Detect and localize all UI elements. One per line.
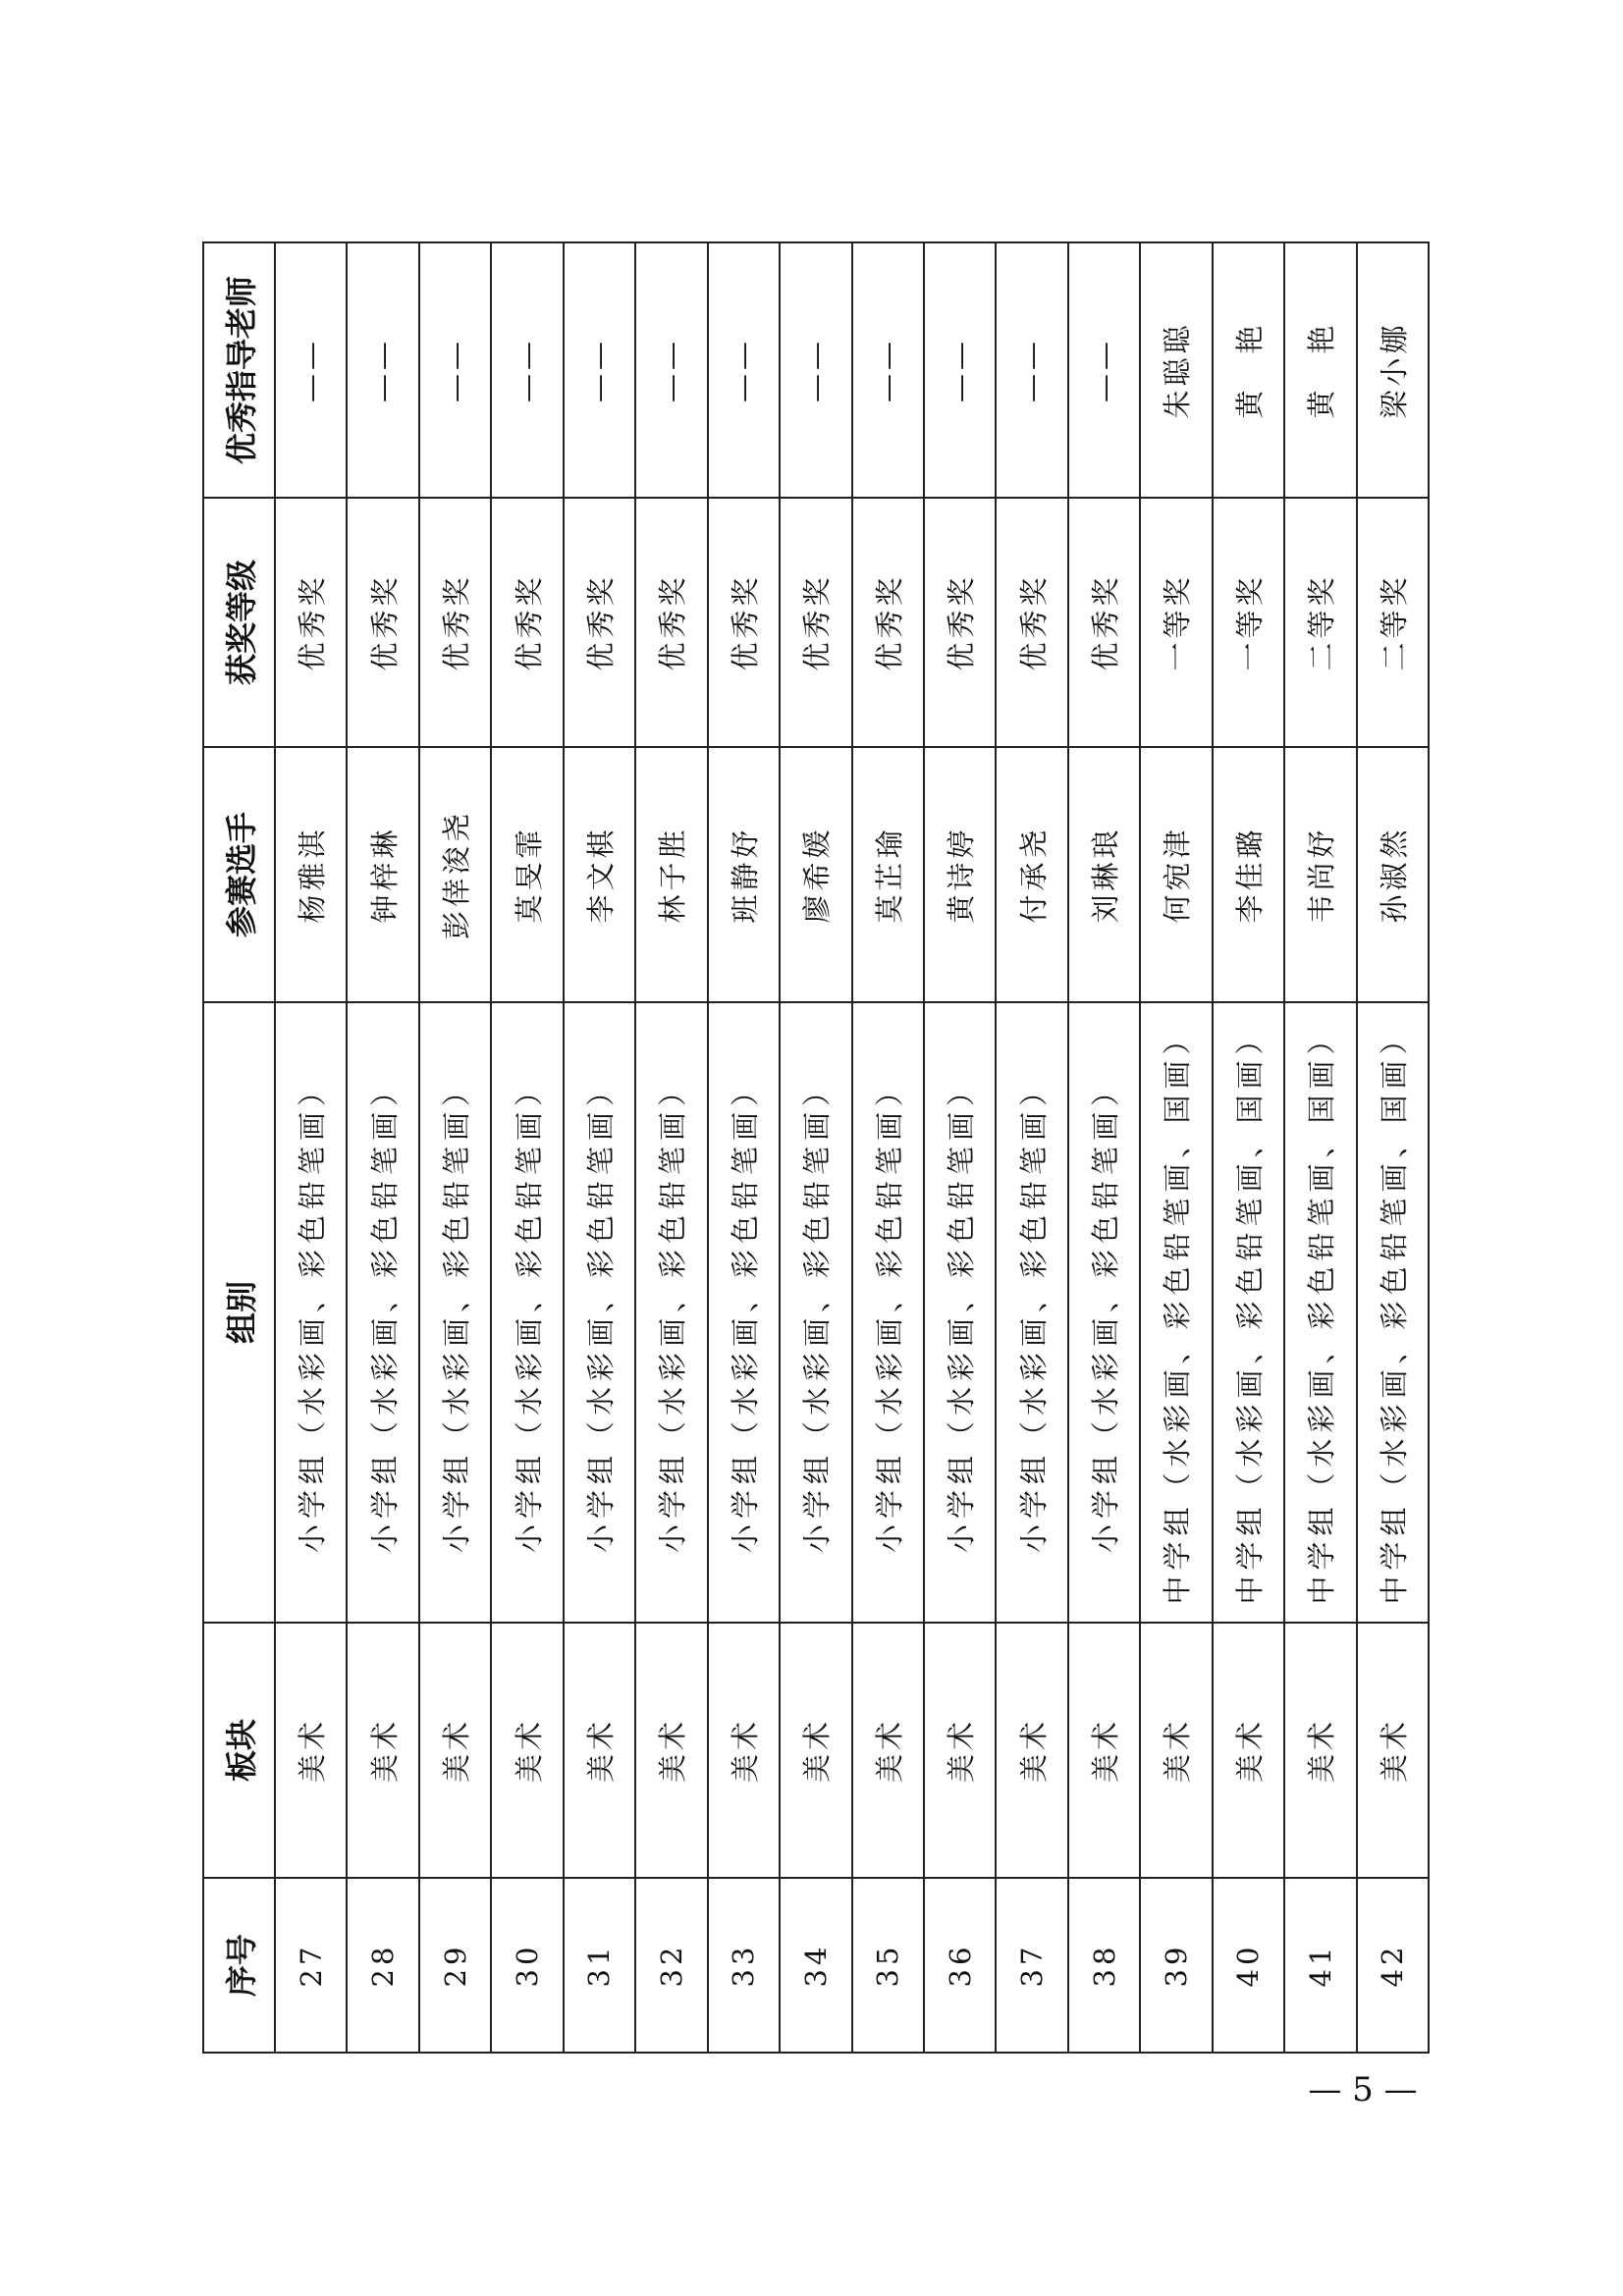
cell-participant: 孙淑然	[1357, 747, 1429, 1002]
header-award: 获奖等级	[203, 498, 275, 747]
cell-index: 28	[347, 1878, 418, 2053]
table-row	[852, 242, 924, 2053]
cell-index: 40	[1213, 1878, 1284, 2053]
cell-award: 优秀奖	[852, 498, 924, 747]
cell-award: 优秀奖	[491, 498, 563, 747]
cell-participant: 班静妤	[708, 747, 780, 1002]
cell-award: 一等奖	[1140, 498, 1212, 747]
table-row	[1284, 242, 1356, 2053]
header-participant: 参赛选手	[203, 747, 275, 1002]
cell-award: 优秀奖	[708, 498, 780, 747]
cell-index: 30	[491, 1878, 563, 2053]
cell-index: 31	[564, 1878, 635, 2053]
cell-section: 美术	[780, 1623, 851, 1878]
cell-award: 优秀奖	[564, 498, 635, 747]
award-table	[202, 241, 1430, 2054]
cell-index: 39	[1140, 1878, 1212, 2053]
cell-group: 小学组（水彩画、彩色铅笔画）	[780, 1002, 851, 1623]
award-table-rotated	[202, 255, 1430, 2054]
cell-group: 小学组（水彩画、彩色铅笔画）	[996, 1002, 1067, 1623]
cell-group: 小学组（水彩画、彩色铅笔画）	[635, 1002, 707, 1623]
cell-group: 中学组（水彩画、彩色铅笔画、国画）	[1284, 1002, 1356, 1623]
table-row	[924, 242, 996, 2053]
cell-index: 41	[1284, 1878, 1356, 2053]
cell-section: 美术	[347, 1623, 418, 1878]
cell-index: 38	[1068, 1878, 1140, 2053]
cell-group: 中学组（水彩画、彩色铅笔画、国画）	[1213, 1002, 1284, 1623]
cell-section: 美术	[635, 1623, 707, 1878]
cell-participant: 刘琳琅	[1068, 747, 1140, 1002]
cell-participant: 杨雅淇	[275, 747, 347, 1002]
cell-teacher: 黄 艳	[1213, 242, 1284, 498]
cell-participant: 李佳璐	[1213, 747, 1284, 1002]
cell-index: 42	[1357, 1878, 1429, 2053]
cell-index: 27	[275, 1878, 347, 2053]
cell-participant: 李文棋	[564, 747, 635, 1002]
cell-teacher: ——	[996, 242, 1067, 498]
cell-section: 美术	[1284, 1623, 1356, 1878]
cell-award: 优秀奖	[996, 498, 1067, 747]
cell-group: 中学组（水彩画、彩色铅笔画、国画）	[1140, 1002, 1212, 1623]
table-row	[1140, 242, 1212, 2053]
table-row	[1213, 242, 1284, 2053]
cell-group: 小学组（水彩画、彩色铅笔画）	[852, 1002, 924, 1623]
cell-section: 美术	[1068, 1623, 1140, 1878]
cell-participant: 付承尧	[996, 747, 1067, 1002]
header-section: 板块	[203, 1623, 275, 1878]
cell-award: 优秀奖	[1068, 498, 1140, 747]
cell-award: 优秀奖	[924, 498, 996, 747]
page-number: — 5 —	[1308, 2070, 1418, 2109]
cell-award: 二等奖	[1284, 498, 1356, 747]
cell-section: 美术	[491, 1623, 563, 1878]
cell-section: 美术	[852, 1623, 924, 1878]
cell-index: 32	[635, 1878, 707, 2053]
cell-index: 33	[708, 1878, 780, 2053]
cell-section: 美术	[996, 1623, 1067, 1878]
cell-teacher: 朱聪聪	[1140, 242, 1212, 498]
table-row	[996, 242, 1067, 2053]
table-row	[275, 242, 347, 2053]
cell-teacher: 黄 艳	[1284, 242, 1356, 498]
header-row	[203, 242, 275, 2053]
cell-teacher: ——	[924, 242, 996, 498]
cell-teacher: ——	[419, 242, 491, 498]
cell-teacher: ——	[491, 242, 563, 498]
table-row	[708, 242, 780, 2053]
cell-section: 美术	[1213, 1623, 1284, 1878]
cell-section: 美术	[1140, 1623, 1212, 1878]
cell-teacher: ——	[275, 242, 347, 498]
cell-participant: 钟梓琳	[347, 747, 418, 1002]
table-row	[1357, 242, 1429, 2053]
cell-participant: 黄诗婷	[924, 747, 996, 1002]
cell-teacher: ——	[564, 242, 635, 498]
cell-group: 小学组（水彩画、彩色铅笔画）	[347, 1002, 418, 1623]
header-group: 组别	[203, 1002, 275, 1623]
cell-section: 美术	[708, 1623, 780, 1878]
cell-section: 美术	[419, 1623, 491, 1878]
table-row	[564, 242, 635, 2053]
cell-teacher: ——	[347, 242, 418, 498]
header-index: 序号	[203, 1878, 275, 2053]
cell-award: 优秀奖	[419, 498, 491, 747]
cell-participant: 廖希媛	[780, 747, 851, 1002]
cell-group: 小学组（水彩画、彩色铅笔画）	[708, 1002, 780, 1623]
cell-award: 优秀奖	[347, 498, 418, 747]
cell-group: 小学组（水彩画、彩色铅笔画）	[924, 1002, 996, 1623]
cell-group: 小学组（水彩画、彩色铅笔画）	[1068, 1002, 1140, 1623]
table-body	[275, 242, 1429, 2053]
cell-participant: 韦尚妤	[1284, 747, 1356, 1002]
cell-teacher: ——	[1068, 242, 1140, 498]
cell-index: 35	[852, 1878, 924, 2053]
cell-participant: 何宛津	[1140, 747, 1212, 1002]
cell-teacher: ——	[708, 242, 780, 498]
cell-teacher: ——	[780, 242, 851, 498]
cell-group: 小学组（水彩画、彩色铅笔画）	[419, 1002, 491, 1623]
cell-award: 二等奖	[1357, 498, 1429, 747]
cell-index: 29	[419, 1878, 491, 2053]
cell-participant: 莫旻霏	[491, 747, 563, 1002]
cell-award: 优秀奖	[780, 498, 851, 747]
cell-award: 一等奖	[1213, 498, 1284, 747]
table-row	[780, 242, 851, 2053]
cell-index: 34	[780, 1878, 851, 2053]
cell-section: 美术	[275, 1623, 347, 1878]
table-row	[1068, 242, 1140, 2053]
table-row	[419, 242, 491, 2053]
cell-index: 36	[924, 1878, 996, 2053]
cell-award: 优秀奖	[275, 498, 347, 747]
cell-participant: 彭倖浚尧	[419, 747, 491, 1002]
cell-teacher: ——	[635, 242, 707, 498]
cell-award: 优秀奖	[635, 498, 707, 747]
cell-section: 美术	[1357, 1623, 1429, 1878]
header-teacher: 优秀指导老师	[203, 242, 275, 498]
table-row	[635, 242, 707, 2053]
table-row	[347, 242, 418, 2053]
cell-section: 美术	[924, 1623, 996, 1878]
cell-teacher: 梁小娜	[1357, 242, 1429, 498]
cell-group: 小学组（水彩画、彩色铅笔画）	[275, 1002, 347, 1623]
cell-participant: 林子胜	[635, 747, 707, 1002]
cell-index: 37	[996, 1878, 1067, 2053]
cell-group: 中学组（水彩画、彩色铅笔画、国画）	[1357, 1002, 1429, 1623]
cell-group: 小学组（水彩画、彩色铅笔画）	[491, 1002, 563, 1623]
table-row	[491, 242, 563, 2053]
cell-participant: 莫芷瑜	[852, 747, 924, 1002]
cell-group: 小学组（水彩画、彩色铅笔画）	[564, 1002, 635, 1623]
cell-teacher: ——	[852, 242, 924, 498]
cell-section: 美术	[564, 1623, 635, 1878]
